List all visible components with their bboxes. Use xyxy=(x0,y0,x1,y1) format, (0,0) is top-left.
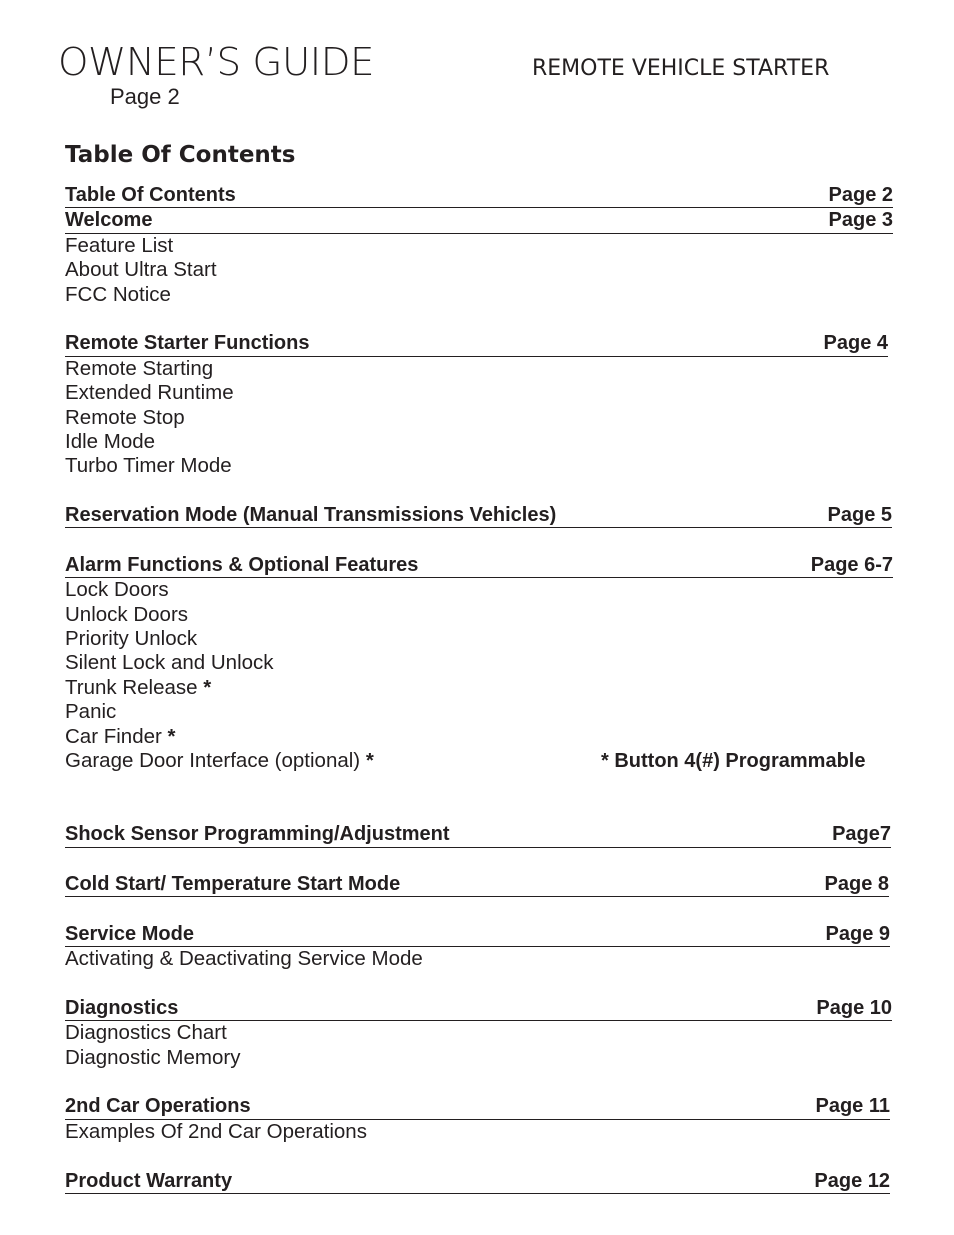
programmable-note: * Button 4(#) Programmable xyxy=(601,749,866,772)
programmable-marker: * xyxy=(203,675,212,699)
toc-entry-title: Remote Starter Functions xyxy=(65,332,310,355)
toc-entry-title: Diagnostics xyxy=(65,996,179,1019)
toc-entry-title: Cold Start/ Temperature Start Mode xyxy=(65,872,401,895)
toc-subitem-label: Trunk Release xyxy=(65,675,198,699)
toc-subitem: Turbo Timer Mode xyxy=(65,454,232,478)
toc-entry-title: Alarm Functions & Optional Features xyxy=(65,553,419,576)
toc-entry-page: Page7 xyxy=(832,823,891,846)
toc-subitem: Diagnostics Chart xyxy=(65,1021,227,1045)
toc-subitem: Extended Runtime xyxy=(65,381,234,405)
toc-subitem: Idle Mode xyxy=(65,429,156,453)
toc-subitem: About Ultra Start xyxy=(65,258,217,282)
toc-entry[interactable] xyxy=(65,996,892,1021)
toc-section xyxy=(65,1094,893,1144)
toc-entry-title: Shock Sensor Programming/Adjustment xyxy=(65,823,450,846)
toc-entry-page: Page 8 xyxy=(824,872,889,895)
toc-subitem xyxy=(65,749,893,773)
toc-entry-title: Table Of Contents xyxy=(65,183,236,206)
toc-entry-title: Product Warranty xyxy=(65,1169,233,1192)
toc-entry[interactable] xyxy=(65,208,893,233)
toc-subitem xyxy=(65,725,893,749)
toc-entry[interactable] xyxy=(65,553,893,578)
toc-entry-page: Page 6-7 xyxy=(810,553,893,576)
toc-subitem: Feature List xyxy=(65,233,174,257)
toc-section xyxy=(65,1169,893,1194)
toc-subitem: Remote Stop xyxy=(65,405,185,429)
toc-entry[interactable] xyxy=(65,1094,890,1119)
toc-entry[interactable] xyxy=(65,1169,890,1194)
toc-entry-page: Page 5 xyxy=(827,504,892,527)
guide-title: OWNER’S GUIDE xyxy=(58,40,375,84)
toc-subitem-label: Car Finder xyxy=(65,724,162,748)
toc-entry[interactable] xyxy=(65,183,893,208)
toc-entry-title: 2nd Car Operations xyxy=(65,1095,251,1118)
toc-subitem: Remote Starting xyxy=(65,356,214,380)
toc-section xyxy=(65,331,893,478)
toc-entry-page: Page 10 xyxy=(816,996,892,1019)
toc-subitem: Silent Lock and Unlock xyxy=(65,651,274,675)
toc-entry-page: Page 11 xyxy=(815,1095,890,1118)
toc-entry[interactable] xyxy=(65,331,888,356)
toc-entry-title: Welcome xyxy=(65,209,153,232)
toc-entry[interactable] xyxy=(65,822,891,847)
toc-subitem: Diagnostic Memory xyxy=(65,1045,241,1069)
toc-subitem-label: Garage Door Interface (optional) xyxy=(65,748,361,772)
toc-subitem: FCC Notice xyxy=(65,282,171,306)
toc-subitem: Examples Of 2nd Car Operations xyxy=(65,1119,367,1143)
toc-entry-page: Page 12 xyxy=(814,1169,890,1192)
toc-heading: Table Of Contents xyxy=(65,142,296,168)
product-name: REMOTE VEHICLE STARTER xyxy=(532,56,830,81)
toc-entry-page: Page 9 xyxy=(825,922,890,945)
toc-subitem: Lock Doors xyxy=(65,578,169,602)
toc-entry[interactable] xyxy=(65,872,889,897)
toc-section xyxy=(65,922,893,972)
toc-section xyxy=(65,183,893,208)
table-of-contents xyxy=(65,183,893,1194)
toc-subitem xyxy=(65,676,893,700)
toc-section xyxy=(65,996,893,1070)
toc-subitem: Activating & Deactivating Service Mode xyxy=(65,947,423,971)
toc-section xyxy=(65,208,893,307)
toc-entry-title: Reservation Mode (Manual Transmissions Vehicles) xyxy=(65,504,557,527)
toc-section xyxy=(65,503,893,528)
toc-entry-page: Page 4 xyxy=(823,332,888,355)
page-number: Page 2 xyxy=(110,84,180,109)
toc-entry-page: Page 2 xyxy=(828,183,893,206)
toc-entry-page: Page 3 xyxy=(828,209,893,232)
toc-section xyxy=(65,872,893,897)
toc-subitem: Priority Unlock xyxy=(65,627,198,651)
programmable-marker: * xyxy=(365,748,374,772)
toc-subitem: Unlock Doors xyxy=(65,602,189,626)
toc-entry-title: Service Mode xyxy=(65,922,194,945)
toc-subitem: Panic xyxy=(65,700,117,724)
toc-entry[interactable] xyxy=(65,922,890,947)
toc-entry[interactable] xyxy=(65,503,892,528)
toc-section xyxy=(65,553,893,774)
toc-section xyxy=(65,822,893,847)
programmable-marker: * xyxy=(167,724,176,748)
